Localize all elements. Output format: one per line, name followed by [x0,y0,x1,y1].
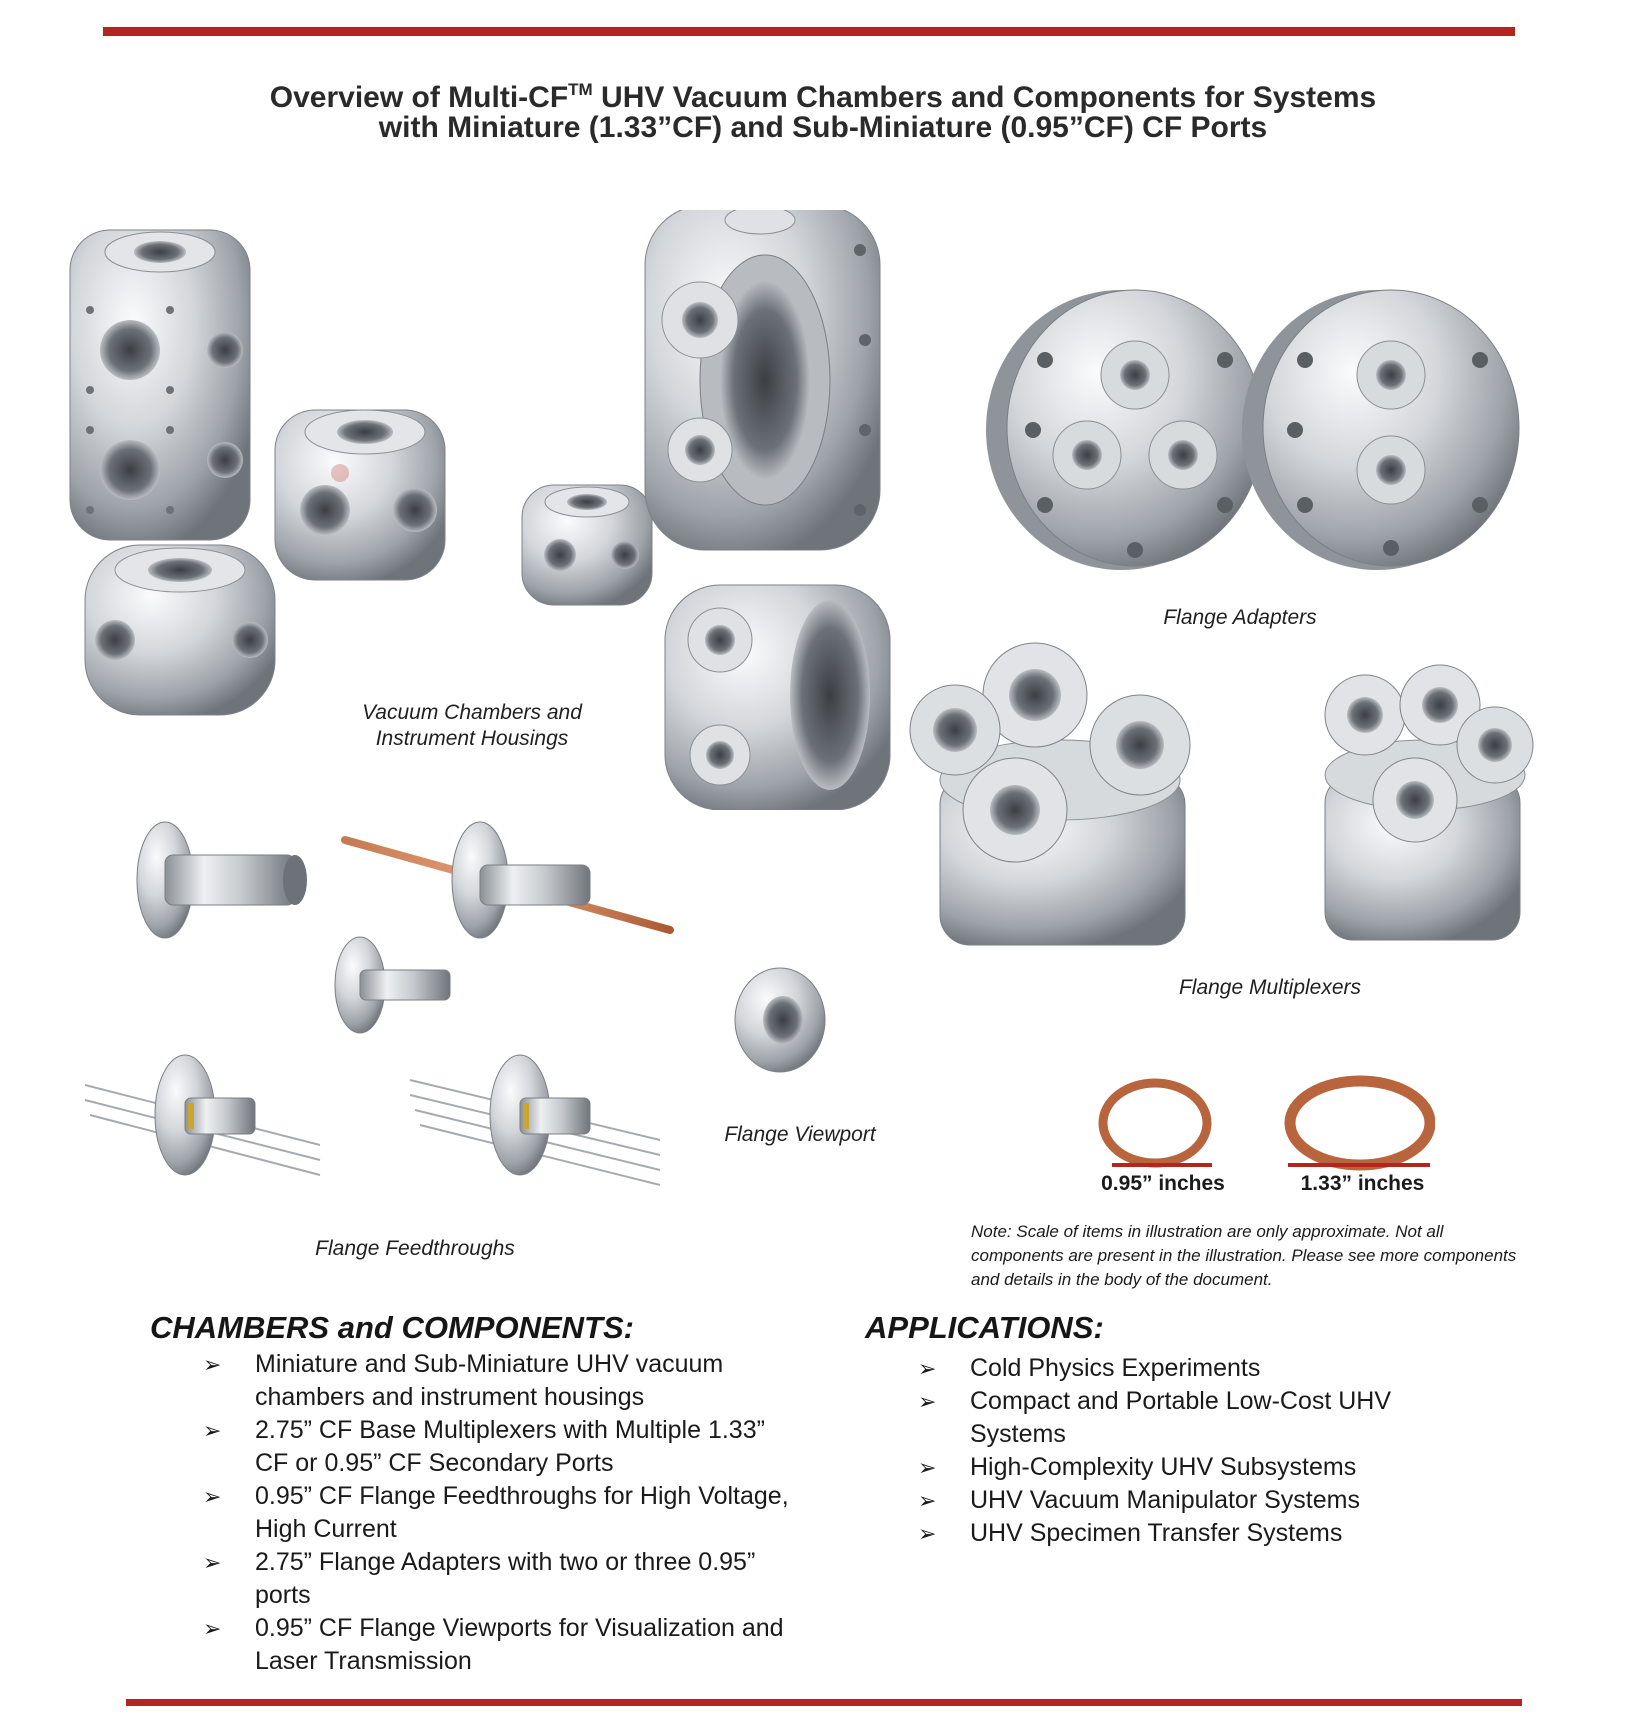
arrow-bullet-icon: ➢ [918,1521,937,1546]
flange-feedthroughs-caption: Flange Feedthroughs [315,1237,515,1260]
multi-pin-feedthrough-image-2 [410,1055,660,1185]
flange-adapters-illustration [985,280,1530,580]
arrow-bullet-icon: ➢ [203,1550,222,1575]
two-port-adapter-image [1242,290,1519,570]
round-chamber-image [85,545,275,715]
arrow-bullet-icon: ➢ [918,1488,937,1513]
applications-heading: APPLICATIONS: [865,1310,1104,1345]
list-item: ➢ Compact and Portable Low-Cost UHV Systems [918,1387,1392,1448]
sma-feedthrough-image [335,937,450,1033]
applications-list [918,1352,1478,1550]
three-port-adapter-image [986,290,1263,570]
bottom-rule [126,1699,1522,1706]
flange-viewport-caption: Flange Viewport [724,1123,876,1146]
gasket-large-image [1290,1081,1430,1165]
page-title-line2: with Miniature (1.33”CF) and Sub-Miniature (0.95”CF) CF Ports [378,111,1268,144]
list-item: ➢ 2.75” CF Base Multiplexers with Multiple 1.33” CF or 0.95” CF Secondary Ports [203,1416,765,1477]
chambers-components-list [203,1348,803,1678]
flange-feedthroughs-illustration [80,820,700,1200]
multiplexer-small-image [1325,665,1533,940]
arrow-bullet-icon: ➢ [918,1455,937,1480]
high-current-feedthrough-image [345,822,670,938]
arrow-bullet-icon: ➢ [203,1616,222,1641]
multiplexer-large-image [910,643,1190,945]
flange-multiplexers-caption: Flange Multiplexers [1178,976,1362,999]
arrow-bullet-icon: ➢ [203,1418,222,1443]
tall-chamber-image [70,230,250,540]
bnc-feedthrough-image [137,822,307,938]
flange-adapters-caption: Flange Adapters [1163,606,1317,629]
gasket-large-label: 1.33” inches [1300,1172,1425,1195]
flange-viewport-image [725,960,835,1080]
copper-gaskets-illustration [1095,1075,1435,1175]
page-title-line1: Overview of Multi-CF™ UHV Vacuum Chambers and Components for Systems [269,80,1377,114]
list-item: ➢ 0.95” CF Flange Feedthroughs for High Voltage, High Current [203,1482,789,1543]
scale-note: Note: Scale of items in illustration are only approximate. Not all components are present in the illustration. Please see more components and details in the body of the document. [971,1222,1517,1289]
list-item: ➢ Cold Physics Experiments [918,1352,1478,1385]
large-ring-chamber-image [645,210,880,550]
small-cube-chamber-image [522,485,652,605]
chambers-caption: Vacuum Chambers and Instrument Housings [362,701,582,750]
top-rule [103,27,1515,36]
gasket-small-image [1103,1083,1207,1163]
multi-pin-feedthrough-image-1 [85,1055,320,1175]
chambers-components-heading: CHAMBERS and COMPONENTS: [150,1310,634,1345]
list-item: ➢ UHV Vacuum Manipulator Systems [918,1484,1478,1517]
arrow-bullet-icon: ➢ [918,1356,937,1381]
list-item: ➢ 2.75” Flange Adapters with two or three 0.95” ports [203,1548,756,1609]
large-chamber-lower-image [665,585,890,810]
arrow-bullet-icon: ➢ [203,1352,222,1377]
gasket-large-underline [1288,1163,1430,1167]
cube-chamber-image [275,410,445,580]
list-item: ➢ UHV Specimen Transfer Systems [918,1517,1478,1550]
flange-multiplexers-illustration [895,635,1535,965]
arrow-bullet-icon: ➢ [203,1484,222,1509]
list-item: ➢ 0.95” CF Flange Viewports for Visualization and Laser Transmission [203,1614,784,1675]
list-item: ➢ Miniature and Sub-Miniature UHV vacuum chambers and instrument housings [203,1350,724,1411]
gasket-small-label: 0.95” inches [1101,1172,1225,1195]
arrow-bullet-icon: ➢ [918,1389,937,1414]
list-item: ➢ High-Complexity UHV Subsystems [918,1451,1478,1484]
gasket-small-underline [1112,1163,1212,1167]
